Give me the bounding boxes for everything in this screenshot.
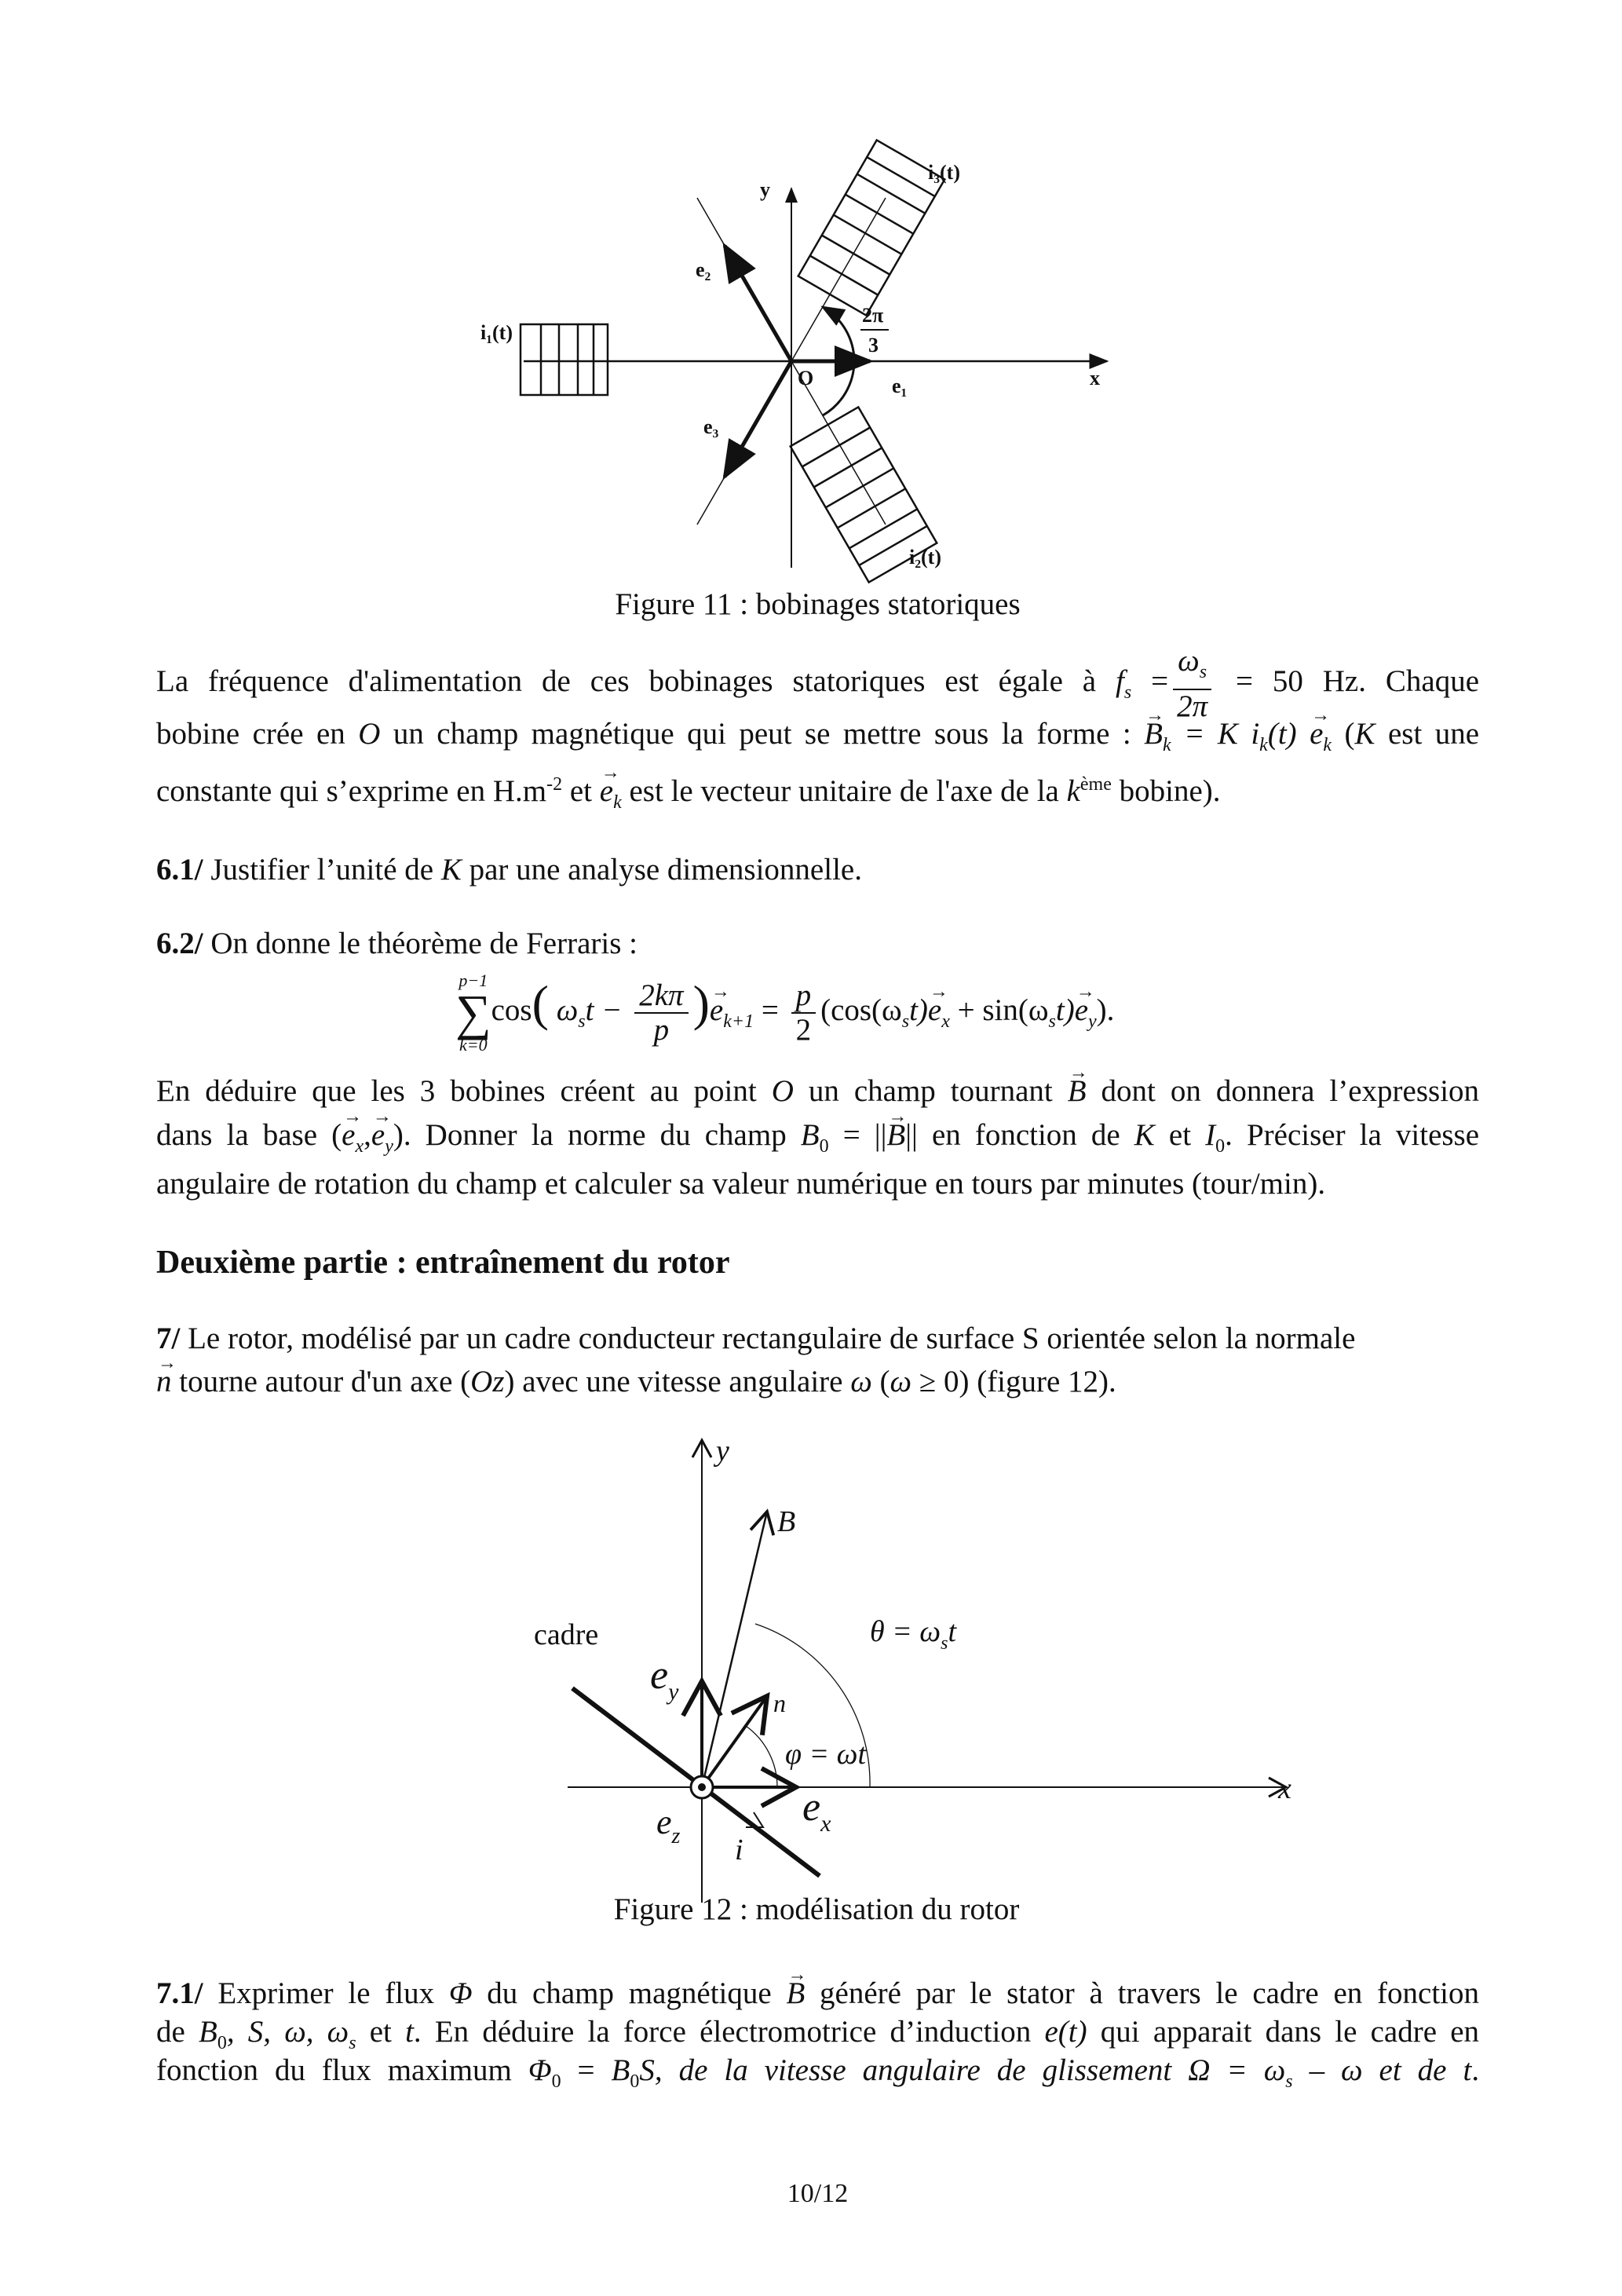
question-6-2: 6.2/ On donne le théorème de Ferraris : bbox=[156, 927, 637, 960]
figure-12-caption: Figure 12 : modélisation du rotor bbox=[613, 1892, 1020, 1926]
label-i3: i₃(t) bbox=[928, 161, 960, 184]
label-n: n bbox=[773, 1689, 786, 1717]
question-7-line2: → n tourne autour d'un axe (Oz) avec une vitesse angulaire ω (ω ≥ 0) (figure 12). bbox=[156, 1363, 1479, 1401]
question-7-1-line2: de $B_0$, S, ω, $\omega_s$ et t. En déduire la force électromotrice d’induction e(t) qui apparait dans le cadre en bbox=[156, 2015, 1480, 2053]
label-ex: $e_x$ bbox=[802, 1785, 831, 1837]
label-phi: φ = ωt bbox=[785, 1738, 867, 1771]
angle-denominator: 3 bbox=[868, 334, 879, 356]
label-e3: e₃ bbox=[703, 415, 719, 438]
page-number: 10/12 bbox=[787, 2179, 849, 2208]
figure-11-caption: Figure 11 : bobinages statoriques bbox=[615, 587, 1021, 621]
label-B: B bbox=[777, 1505, 796, 1538]
label-ez: $e_z$ bbox=[656, 1803, 681, 1848]
angle-numerator: 2π bbox=[862, 304, 884, 327]
question-6-1: 6.1/ Justifier l’unité de K par une analyse dimensionnelle. bbox=[156, 853, 862, 887]
coil-1 bbox=[521, 324, 608, 395]
label-origin: O bbox=[798, 367, 814, 389]
para1-line2: bobine crée en O un champ magnétique qui peut se mettre sous la forme : → $B_k = K$ $i_k(t) \to e_k$ (K est une bbox=[156, 715, 1479, 764]
label-i2: i₂(t) bbox=[909, 546, 941, 569]
figure-11-stator-windings bbox=[0, 0, 1622, 597]
label-e1: e₁ bbox=[892, 375, 908, 397]
coil-3 bbox=[798, 140, 945, 315]
label-cadre: cadre bbox=[534, 1618, 599, 1651]
label-y: y bbox=[716, 1435, 729, 1468]
para1-line1: La fréquence d'alimentation de ces bobinages statoriques est égale à $f_s$ = $\frac{\omega_s}{2\pi}$ = 50 Hz. Chaque bbox=[156, 644, 1480, 723]
label-e2: e₂ bbox=[696, 258, 711, 281]
label-theta: $\theta = \omega_st$ bbox=[870, 1615, 957, 1654]
label-current-i: i bbox=[735, 1834, 743, 1866]
label-x: x bbox=[1090, 367, 1100, 389]
label-ey: $e_y$ bbox=[650, 1653, 679, 1705]
question-7-1-line3: fonction du flux maximum $\Phi_0 = B_0S$, de la vitesse angulaire de glissement $\Omega = \omega_s - \omega$ et de t. bbox=[156, 2053, 1480, 2092]
question-7-line1: 7/ Le rotor, modélisé par un cadre conducteur rectangulaire de surface S orientée selon la normale bbox=[156, 1322, 1356, 1355]
question-6-2-line1: En déduire que les 3 bobines créent au point O un champ tournant → B dont on donnera l’expression bbox=[156, 1073, 1479, 1110]
section-heading: Deuxième partie : entraînement du rotor bbox=[156, 1245, 730, 1281]
label-x: x bbox=[1278, 1772, 1291, 1805]
label-y: y bbox=[760, 178, 770, 201]
question-6-2-line3: angulaire de rotation du champ et calculer sa valeur numérique en tours par minutes (tour/min). bbox=[156, 1167, 1326, 1201]
question-6-2-line2: dans la base (→ $e_x,\to e_y$). Donner la norme du champ $B_0$ = ||→ B|| en fonction de K et $I_0$. Préciser la vitesse bbox=[156, 1117, 1479, 1165]
ferraris-formula: p−1 ∑ k=0 cos( $\omega_st$ − $\frac{2k\pi}{p}$ )→ $e_{k+1}$ = $\frac{p}{2}$ $(\cos(\omega_st)\to e_x + \sin(\omega_st)\to e_y)$. bbox=[455, 971, 1240, 1057]
question-7-1-line1: 7.1/ Exprimer le flux Φ du champ magnétique → B généré par le stator à travers le cadre en fonction bbox=[156, 1975, 1479, 2013]
para1-line3: constante qui s’exprime en $H.m^{-2}$ et → $e_k$ est le vecteur unitaire de l'axe de la $k^{ème}$ bobine). bbox=[156, 766, 1479, 821]
label-i1: i₁(t) bbox=[480, 321, 513, 344]
